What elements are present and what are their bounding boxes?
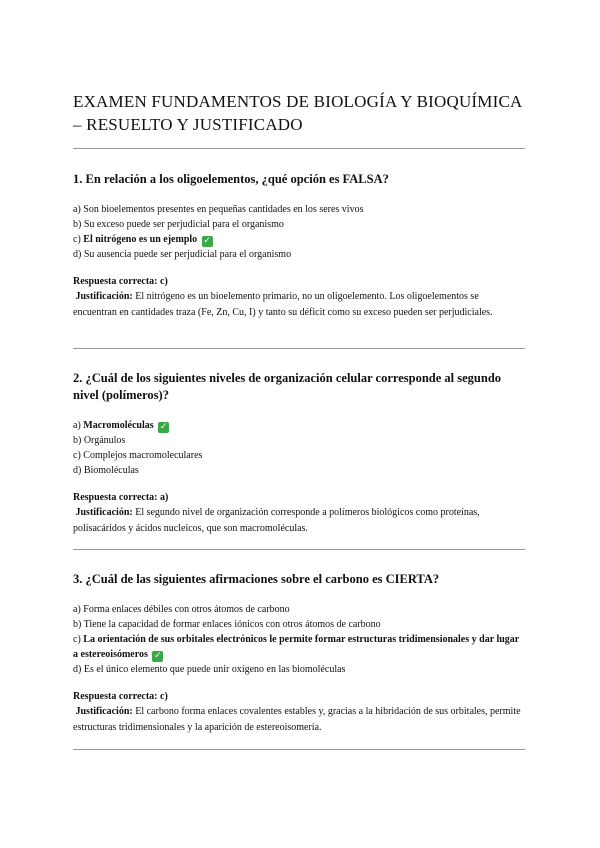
correct-answer: Respuesta correcta: c) xyxy=(73,276,168,287)
option-text: El nitrógeno es un ejemplo xyxy=(83,234,198,245)
option-c-correct xyxy=(73,632,525,662)
divider xyxy=(73,549,525,550)
check-mark-icon: ✓ xyxy=(154,651,162,661)
option-b: b) Tiene la capacidad de formar enlaces iónicos con otros átomos de carbono xyxy=(73,619,381,630)
option-a-correct xyxy=(73,418,525,433)
option-prefix: c) xyxy=(73,234,84,245)
justification xyxy=(73,289,525,321)
option-c-correct xyxy=(73,232,525,247)
option-b: b) Su exceso puede ser perjudicial para el organismo xyxy=(73,219,284,230)
check-mark-icon: ✓ xyxy=(159,422,168,432)
option-d: d) Es el único elemento que puede unir oxígeno en las biomoléculas xyxy=(73,664,346,675)
option-b: b) Orgánulos xyxy=(73,435,126,446)
question-2 xyxy=(73,370,525,537)
options-list xyxy=(73,418,525,478)
justification-label: Justificación: xyxy=(75,507,133,518)
justification-text: El segundo nivel de organización corresponde a polímeros biológicos como proteínas, polisacáridos y ácidos nucleicos, que son macromoléculas. xyxy=(73,507,480,534)
document-title: EXAMEN FUNDAMENTOS DE BIOLOGÍA Y BIOQUÍMICA – RESUELTO Y JUSTIFICADO xyxy=(73,92,522,134)
correct-answer: Respuesta correcta: a) xyxy=(73,492,169,503)
correct-answer: Respuesta correcta: c) xyxy=(73,691,168,702)
question-3 xyxy=(73,571,525,736)
justification xyxy=(73,704,525,736)
option-prefix: a) xyxy=(73,420,84,431)
option-a: a) Forma enlaces débiles con otros átomos de carbono xyxy=(73,604,290,615)
option-prefix: c) xyxy=(73,634,84,645)
option-text: La orientación de sus orbitales electrónicos le permite formar estructuras tridimensionales y dar lugar a estereoisómeros xyxy=(73,634,520,660)
option-d: d) Su ausencia puede ser perjudicial para el organismo xyxy=(73,249,292,260)
options-list xyxy=(73,202,525,262)
question-title: 2. ¿Cuál de los siguientes niveles de organización celular corresponde al segundo nivel (polímeros)? xyxy=(73,371,502,402)
justification-text: El nitrógeno es un bioelemento primario, no un oligoelemento. Los oligoelementos se encuentran en cantidades traza (Fe, Zn, Cu, I) y tanto su déficit como su exceso pueden ser perjudiciales. xyxy=(73,291,493,318)
divider xyxy=(73,749,525,750)
justification-label: Justificación: xyxy=(75,291,133,302)
justification xyxy=(73,505,525,537)
option-a: a) Son bioelementos presentes en pequeñas cantidades en los seres vivos xyxy=(73,204,364,215)
divider xyxy=(73,348,525,349)
justification-label: Justificación: xyxy=(75,706,133,717)
question-title: 3. ¿Cuál de las siguientes afirmaciones sobre el carbono es CIERTA? xyxy=(73,572,440,586)
question-title: 1. En relación a los oligoelementos, ¿qué opción es FALSA? xyxy=(73,172,389,186)
options-list xyxy=(73,602,525,677)
justification-text: El carbono forma enlaces covalentes estables y, gracias a la hibridación de sus orbitales, permite estructuras tridimensionales y la aparición de estereoisomería. xyxy=(73,706,521,733)
option-d: d) Biomoléculas xyxy=(73,465,139,476)
question-1 xyxy=(73,171,525,321)
option-c: c) Complejos macromoleculares xyxy=(73,450,203,461)
divider xyxy=(73,148,525,149)
option-text: Macromoléculas xyxy=(83,420,154,431)
check-mark-icon: ✓ xyxy=(203,236,211,246)
